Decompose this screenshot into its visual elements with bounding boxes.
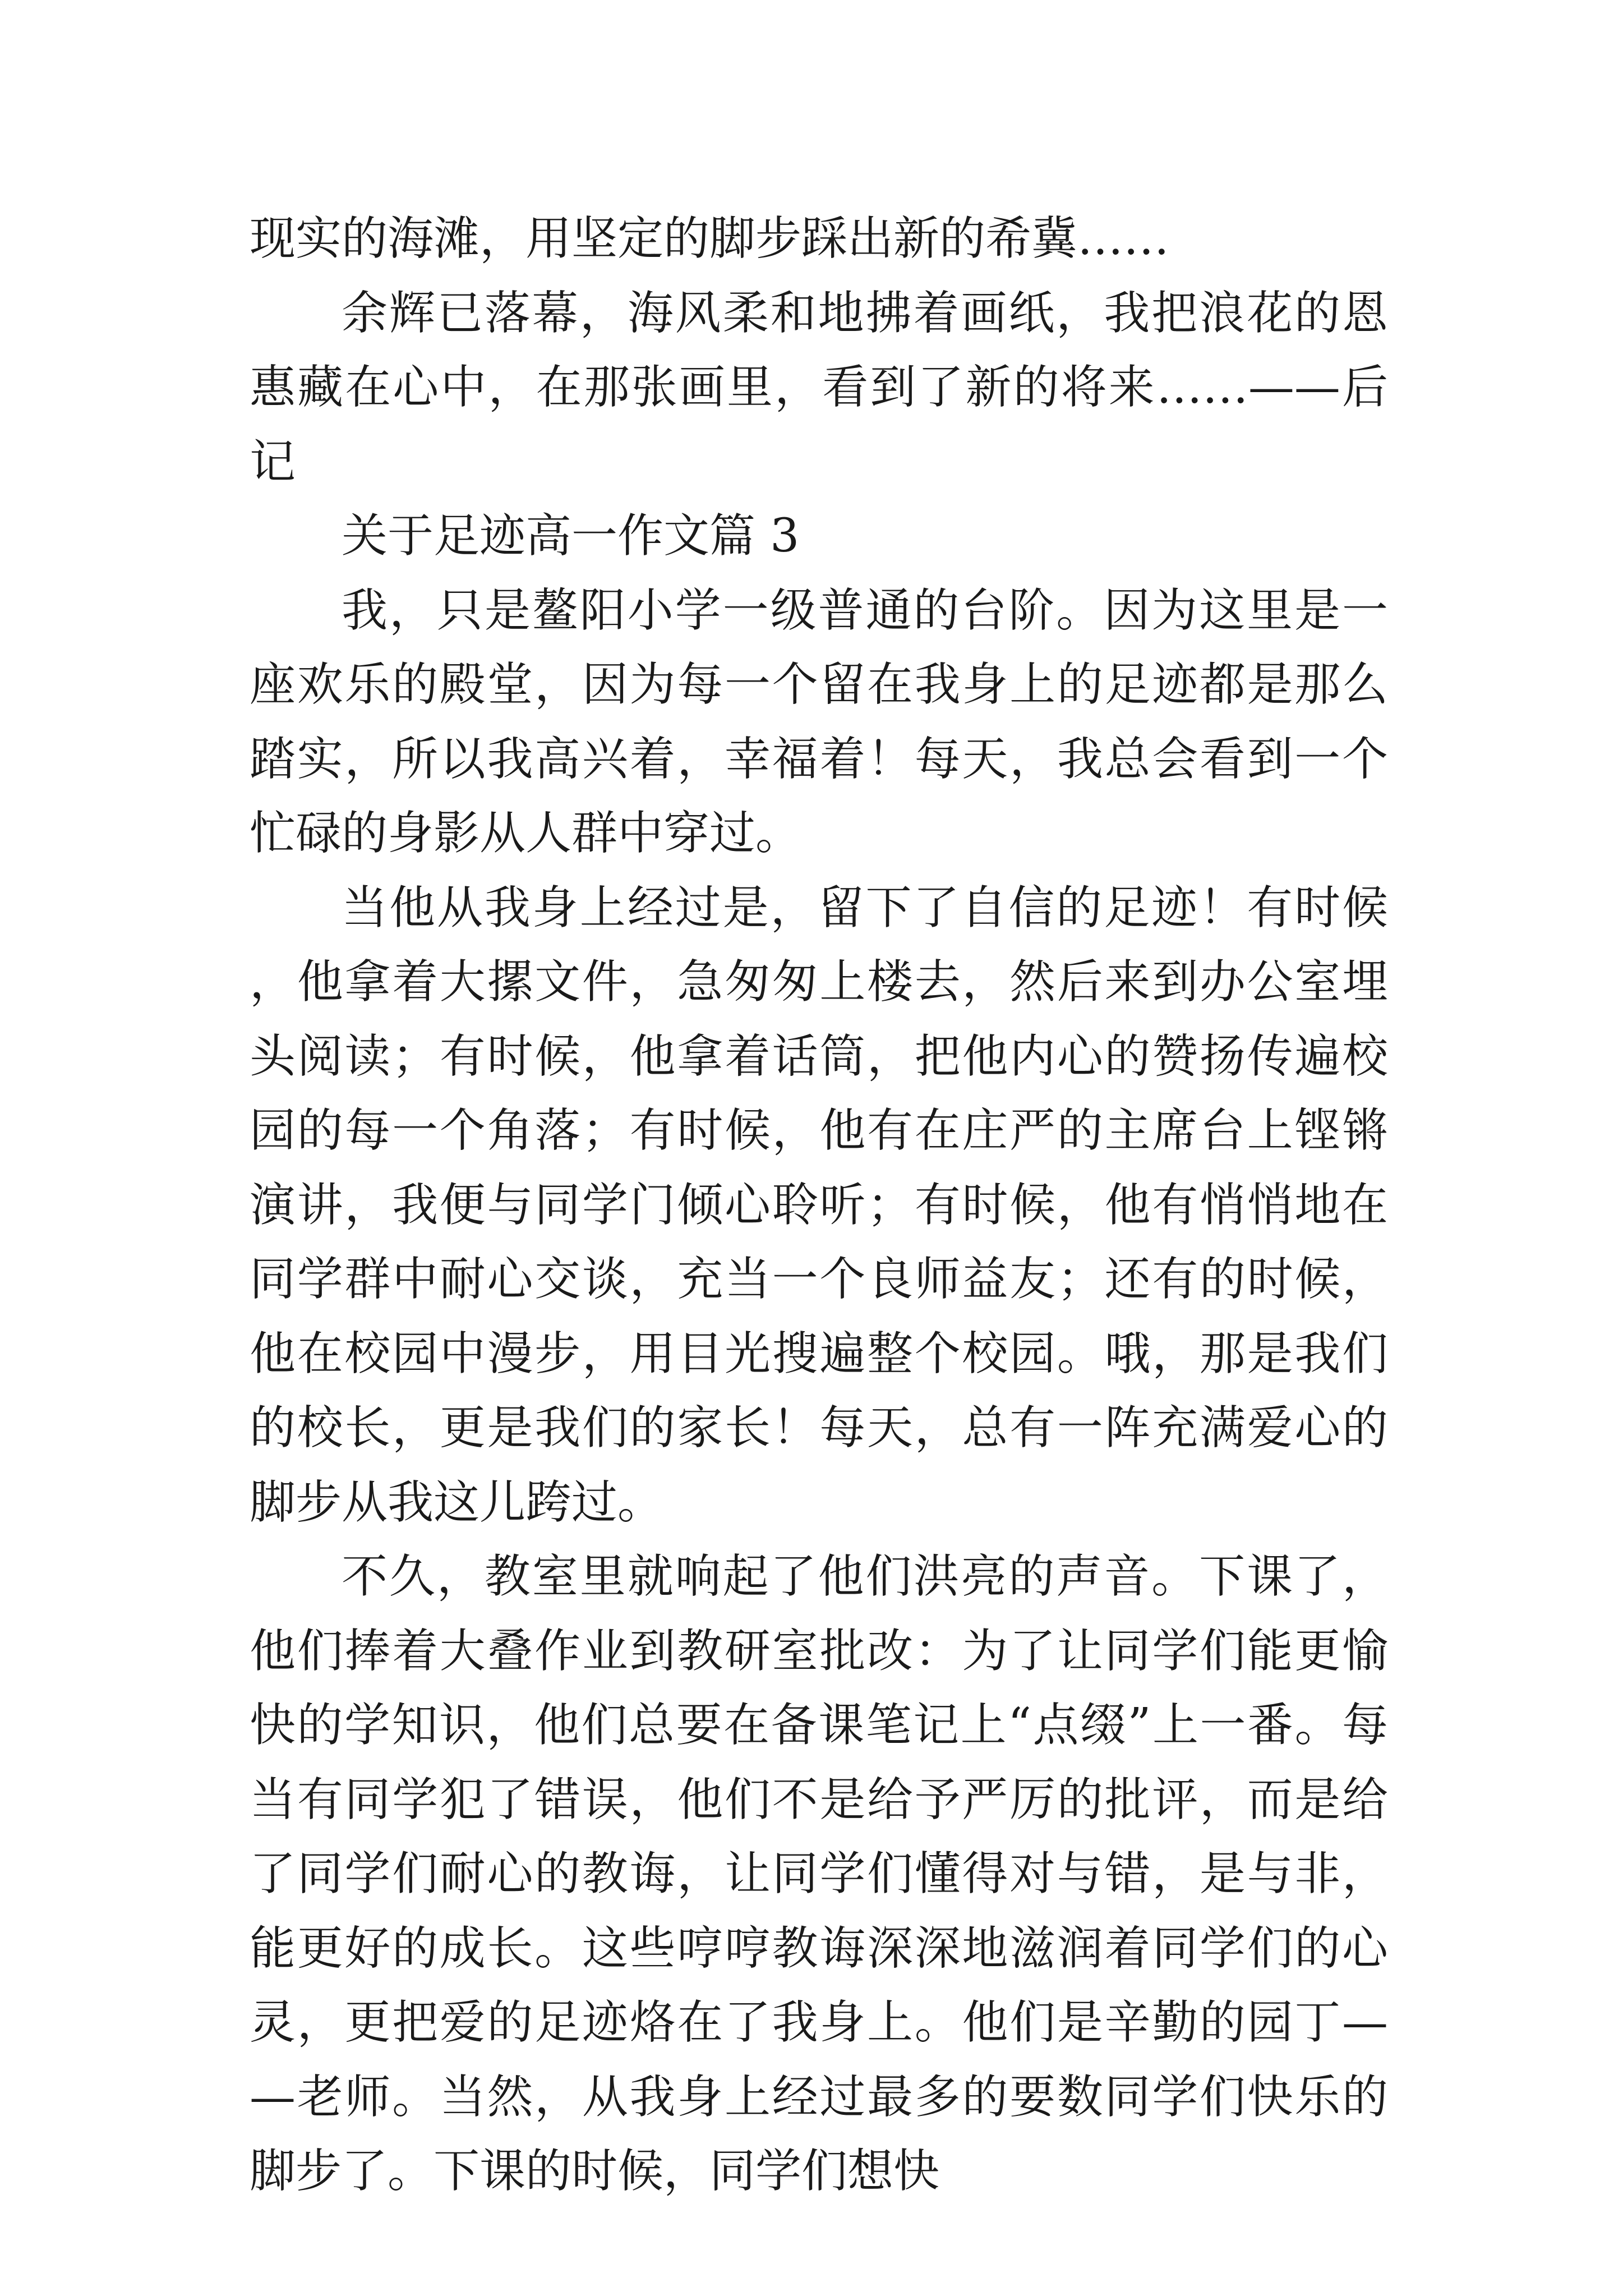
paragraph-teachers: 不久，教室里就响起了他们洪亮的声音。下课了，他们捧着大叠作业到教研室批改：为了让同学们能更愉快的学知识，他们总要在备课笔记上“点缀”上一番。每当有同学犯了错误，他们不是给予严厉的批评，而是给了同学们耐心的教诲，让同学们懂得对与错，是与非，能更好的成长。这些哼哼教诲深深地滋润着同学们的心灵，更把爱的足迹烙在了我身上。他们是辛勤的园丁——老师。当然，从我身上经过最多的要数同学们快乐的脚步了。下课的时候，同学们想快	[250, 1550, 1388, 2198]
article-body	[250, 202, 1388, 2209]
section-heading: 关于足迹高一作文篇 3	[342, 509, 800, 563]
paragraph-step-intro: 我，只是鳌阳小学一级普通的台阶。因为这里是一座欢乐的殿堂，因为每一个留在我身上的足迹都是那么踏实，所以我高兴着，幸福着！每天，我总会看到一个忙碌的身影从人群中穿过。	[250, 583, 1388, 860]
paragraph-principal: 当他从我身上经过是，留下了自信的足迹！有时候，他拿着大摞文件，急匆匆上楼去，然后来到办公室埋头阅读；有时候，他拿着话筒，把他内心的赞扬传遍校园的每一个角落；有时候，他有在庄严的主席台上铿锵演讲，我便与同学门倾心聆听；有时候，他有悄悄地在同学群中耐心交谈，充当一个良师益友；还有的时候，他在校园中漫步，用目光搜遍整个校园。哦，那是我们的校长，更是我们的家长！每天，总有一阵充满爱心的脚步从我这儿跨过。	[250, 881, 1388, 1529]
paragraph-afterword: 余辉已落幕，海风柔和地拂着画纸，我把浪花的恩惠藏在心中，在那张画里，看到了新的将来……——后记	[250, 286, 1388, 489]
paragraph-continuation: 现实的海滩，用坚定的脚步踩出新的希冀……	[250, 212, 1170, 265]
